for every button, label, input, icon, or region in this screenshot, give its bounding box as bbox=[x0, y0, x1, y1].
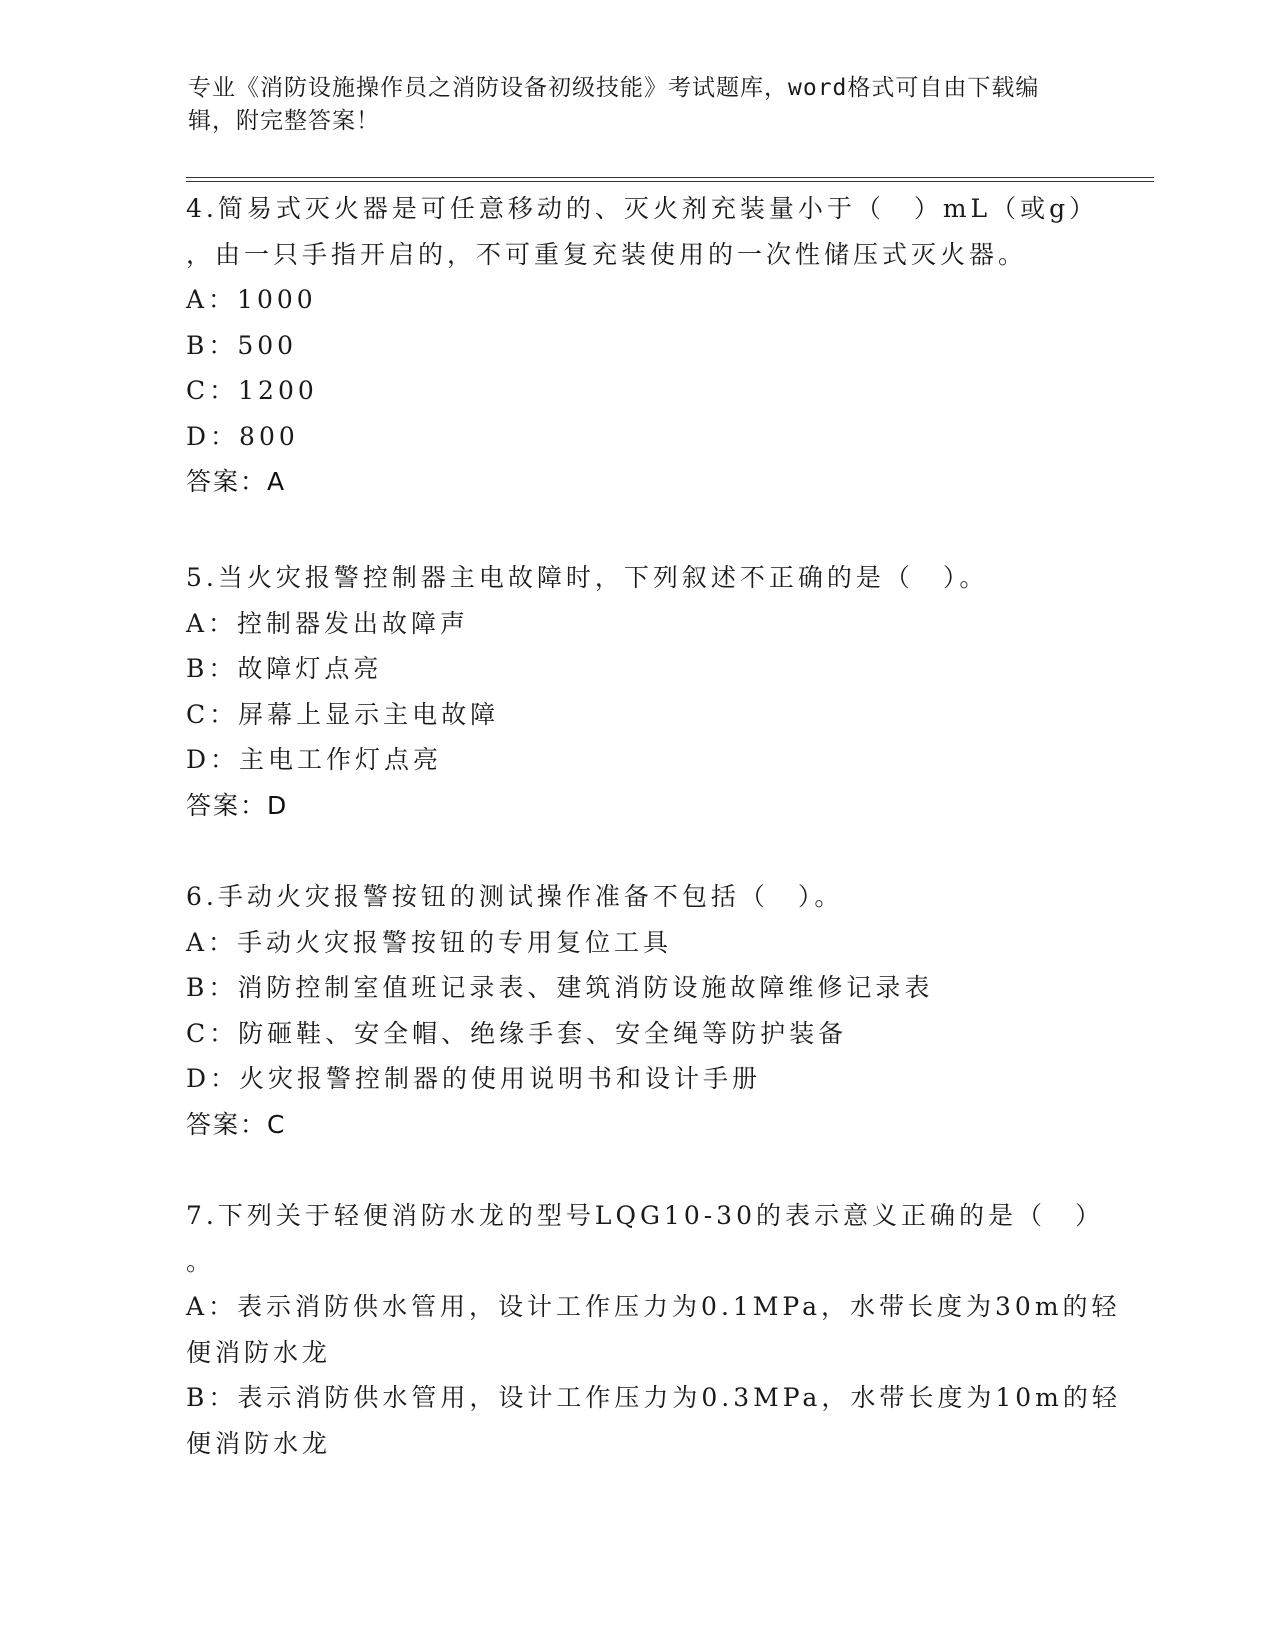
option-c: C：防砸鞋、安全帽、绝缘手套、安全绳等防护装备 bbox=[186, 1018, 848, 1048]
answer: 答案：A bbox=[186, 467, 287, 496]
option-b: B：故障灯点亮 bbox=[186, 654, 383, 683]
question-7 bbox=[186, 1193, 1121, 1466]
header-divider-bottom bbox=[186, 181, 1154, 182]
option-b-continued: 便消防水龙 bbox=[186, 1428, 332, 1458]
question-5 bbox=[186, 555, 1086, 828]
header-line-2: 辑，附完整答案！ bbox=[188, 108, 380, 134]
option-b: B：表示消防供水管用，设计工作压力为0.3MPa，水带长度为10m的轻 bbox=[186, 1383, 1121, 1412]
question-stem: 4.简易式灭火器是可任意移动的、灭火剂充装量小于（ ）mL（或g） bbox=[186, 194, 1099, 223]
option-b: B：500 bbox=[186, 330, 298, 360]
option-a: A：控制器发出故障声 bbox=[186, 608, 470, 638]
option-d: D：主电工作灯点亮 bbox=[186, 745, 443, 774]
option-a: A：表示消防供水管用，设计工作压力为0.1MPa，水带长度为30m的轻 bbox=[186, 1292, 1121, 1321]
option-d: D：火灾报警控制器的使用说明书和设计手册 bbox=[186, 1064, 762, 1093]
option-b: B：消防控制室值班记录表、建筑消防设施故障维修记录表 bbox=[186, 973, 934, 1002]
question-stem-continued: ，由一只手指开启的，不可重复充装使用的一次性储压式灭火器。 bbox=[186, 239, 1028, 269]
answer: 答案：D bbox=[186, 790, 289, 820]
option-a-continued: 便消防水龙 bbox=[186, 1337, 332, 1367]
option-c: C：屏幕上显示主电故障 bbox=[186, 699, 500, 729]
option-a: A：手动火灾报警按钮的专用复位工具 bbox=[186, 927, 673, 957]
answer: 答案：C bbox=[186, 1109, 287, 1139]
header-line-1: 专业《消防设施操作员之消防设备初级技能》考试题库，word格式可自由下载编 bbox=[188, 75, 1040, 101]
question-stem: 6.手动火灾报警按钮的测试操作准备不包括（ ）。 bbox=[186, 882, 844, 911]
question-6 bbox=[186, 874, 1086, 1147]
question-stem: 7.下列关于轻便消防水龙的型号LQG10-30的表示意义正确的是（ ） bbox=[186, 1201, 1104, 1230]
question-stem-continued: 。 bbox=[186, 1246, 216, 1276]
document-header bbox=[188, 72, 1068, 138]
option-d: D：800 bbox=[186, 421, 299, 451]
option-c: C：1200 bbox=[186, 376, 318, 405]
question-stem: 5.当火灾报警控制器主电故障时，下列叙述不正确的是（ ）。 bbox=[186, 563, 989, 592]
option-a: A：1000 bbox=[186, 285, 317, 314]
header-divider-top bbox=[186, 177, 1154, 178]
question-4 bbox=[186, 186, 1099, 505]
